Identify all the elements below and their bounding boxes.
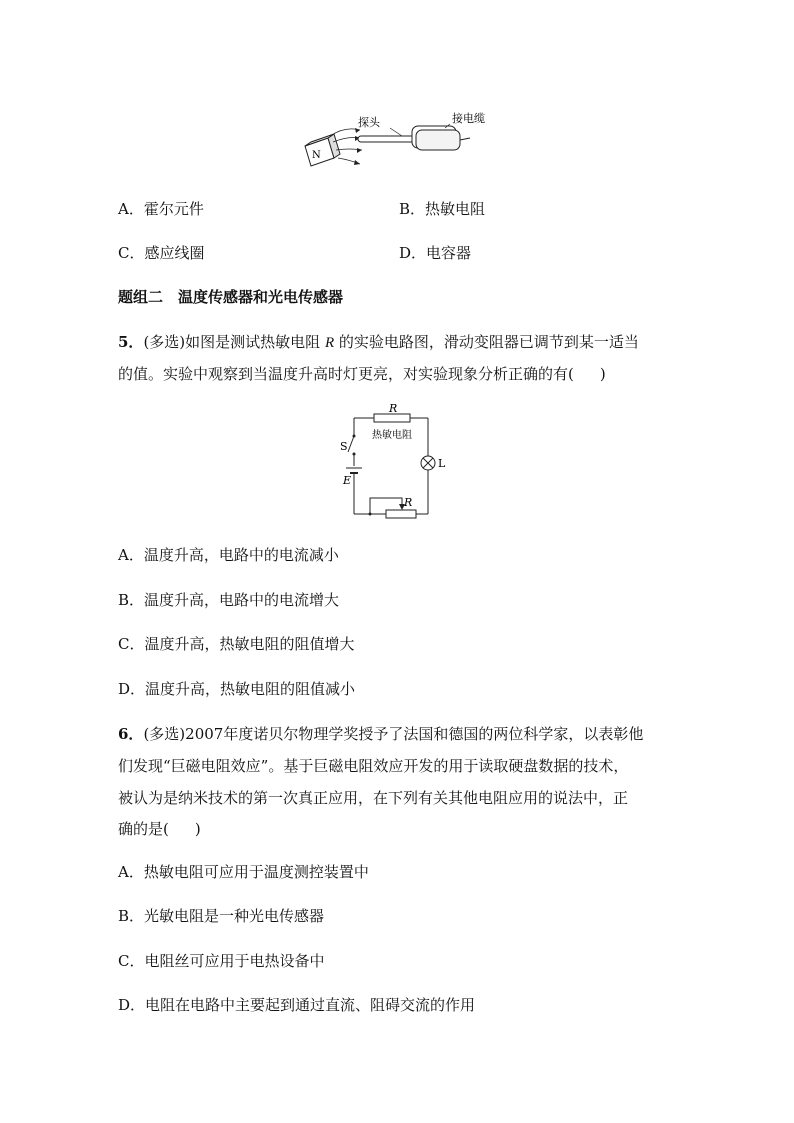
q6-line3: 被认为是纳米技术的第一次真正应用，在下列有关其他电阻应用的说法中，正 (118, 789, 629, 807)
q6-option-d: D．电阻在电路中主要起到通过直流、阻碍交流的作用 (118, 996, 476, 1014)
magnet-label: N (312, 150, 321, 161)
probe-figure (300, 108, 500, 170)
section-title: 题组二 温度传感器和光电传感器 (118, 288, 344, 306)
circuit-r-bottom: R (404, 496, 413, 509)
q5-option-d: D．温度升高，热敏电阻的阻值减小 (118, 680, 356, 698)
q5-line2: 的值。实验中观察到当温度升高时灯更亮，对实验现象分析正确的有( ) (118, 365, 606, 383)
q4-option-a: A．霍尔元件 (118, 200, 204, 218)
q6-line2: 们发现“巨磁电阻效应”。基于巨磁电阻效应开发的用于读取硬盘数据的技术， (118, 757, 629, 775)
q6-option-b: B．光敏电阻是一种光电传感器 (118, 907, 325, 925)
circuit-r-top: R (389, 402, 398, 415)
q5-line1: 5．(多选)如图是测试热敏电阻 R 的实验电路图，滑动变阻器已调节到某一适当 (118, 333, 639, 351)
q4-option-c: C．感应线圈 (118, 244, 205, 262)
circuit-emf: E (343, 474, 352, 487)
circuit-thermistor: 热敏电阻 (372, 430, 412, 441)
q6-line1: 6．(多选)2007年度诺贝尔物理学奖授予了法国和德国的两位科学家，以表彰他 (118, 725, 644, 743)
q4-option-b: B．热敏电阻 (399, 200, 486, 218)
cable-label: 接电缆 (452, 112, 485, 125)
circuit-diagram (340, 400, 460, 522)
circuit-lamp: L (438, 457, 446, 470)
q6-option-c: C．电阻丝可应用于电热设备中 (118, 952, 325, 970)
circuit-switch: S (340, 440, 348, 453)
q5-option-c: C．温度升高，热敏电阻的阻值增大 (118, 635, 355, 653)
q5-option-b: B．温度升高，电路中的电流增大 (118, 591, 340, 609)
q6-option-a: A．热敏电阻可应用于温度测控装置中 (118, 863, 369, 881)
q5-option-a: A．温度升高，电路中的电流减小 (118, 546, 339, 564)
q4-option-d: D．电容器 (399, 244, 472, 262)
q6-line4: 确的是( ) (118, 820, 201, 838)
probe-label: 探头 (358, 116, 380, 129)
